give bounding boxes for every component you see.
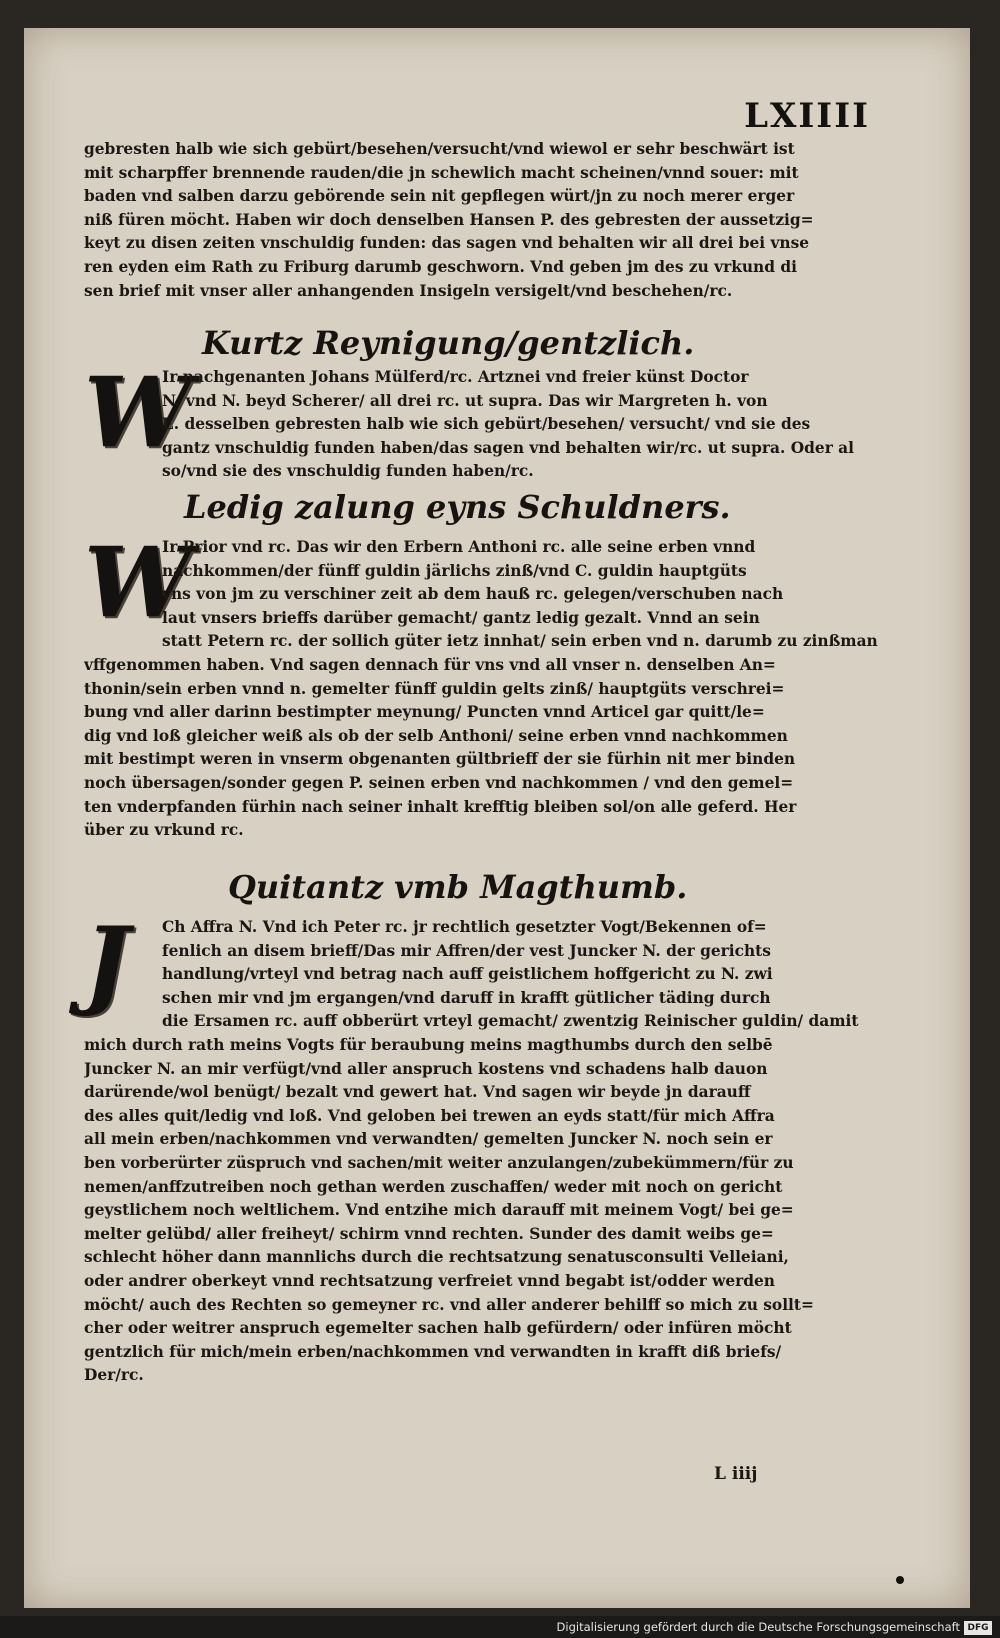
text-line: handlung/vrteyl vnd betrag nach auff geistlichem hoffgericht zu N. zwi — [162, 965, 773, 984]
text-line: Der/rc. — [84, 1366, 144, 1385]
text-line: fenlich an disem brieff/Das mir Affren/der vest Juncker N. der gerichts — [162, 941, 771, 960]
initial-letter: W — [84, 526, 192, 639]
text-line: ten vnderpfanden fürhin nach seiner inhalt krefftig bleiben sol/on alle geferd. Her — [84, 797, 797, 816]
paragraph-continuation — [84, 138, 904, 303]
initial-letter: W — [84, 356, 192, 469]
text-line: Ir Prior vnd rc. Das wir den Erbern Anthoni rc. alle seine erben vnnd — [162, 538, 756, 556]
text-line: N. vnd N. beyd Scherer/ all drei rc. ut supra. Das wir Margreten h. von — [162, 391, 768, 410]
heading-quitantz: Quitantz vmb Magthumb. — [228, 868, 688, 906]
text-line: vns von jm zu verschiner zeit ab dem hauß rc. gelegen/verschuben nach — [162, 585, 784, 604]
heading-kurtz-reynigung: Kurtz Reynigung/gentzlich. — [202, 324, 695, 362]
paragraph-ledig-zalung — [84, 526, 904, 843]
text-line: nemen/anffzutreiben noch gethan werden zuschaffen/ weder mit noch on gericht — [84, 1177, 783, 1196]
text-line: Ch Affra N. Vnd ich Peter rc. jr rechtlich gesetzter Vogt/Bekennen of= — [162, 918, 767, 936]
text-line: geystlichem noch weltlichem. Vnd entzihe mich darauff mit meinem Vogt/ bei ge= — [84, 1201, 794, 1220]
heading-ledig-zalung: Ledig zalung eyns Schuldners. — [184, 488, 731, 526]
text-line: gantz vnschuldig funden haben/das sagen vnd behalten wir/rc. ut supra. Oder al — [162, 438, 854, 457]
text-line: sen brief mit vnser aller anhangenden Insigeln versigelt/vnd beschehen/rc. — [84, 281, 733, 300]
text-line: vffgenommen haben. Vnd sagen dennach für vns vnd all vnser n. denselben An= — [84, 655, 776, 674]
text-line: die Ersamen rc. auff obberürt vrteyl gemacht/ zwentzig Reinischer guldin/ damit — [162, 1012, 859, 1031]
text-line: bung vnd aller darinn bestimpter meynung/ Puncten vnnd Articel gar quitt/le= — [84, 703, 765, 722]
text-line: dig vnd loß gleicher weiß als ob der selb Anthoni/ seine erben vnnd nachkommen — [84, 726, 788, 745]
signature-mark: L iiij — [714, 1464, 758, 1484]
text-line: ren eyden eim Rath zu Friburg darumb geschworn. Vnd geben jm des zu vrkund di — [84, 257, 797, 276]
text-line: all mein erben/nachkommen vnd verwandten/ gemelten Juncker N. noch sein er — [84, 1130, 773, 1149]
text-line: schen mir vnd jm ergangen/vnd daruff in krafft gütlicher täding durch — [162, 988, 771, 1007]
initial-letter: J — [84, 906, 130, 1019]
text-line: Ir nachgenanten Johans Mülferd/rc. Artznei vnd freier künst Doctor — [162, 368, 749, 386]
text-line: gentzlich für mich/mein erben/nachkommen vnd verwandten in krafft diß briefs/ — [84, 1342, 782, 1361]
text-line: des alles quit/ledig vnd loß. Vnd geloben bei trewen an eyds statt/für mich Affra — [84, 1106, 775, 1125]
text-line: noch übersagen/sonder gegen P. seinen erben vnd nachkommen / vnd den gemel= — [84, 773, 794, 792]
document-page — [24, 28, 970, 1608]
text-line: baden vnd salben darzu gebörende sein nit gepflegen würt/jn zu noch merer erger — [84, 187, 795, 206]
text-line: ben vorberürter züspruch vnd sachen/mit weiter anzulangen/zubekümmern/für zu — [84, 1153, 794, 1172]
text-line: statt Petern rc. der sollich güter ietz innhat/ sein erben vnd n. darumb zu zinßman — [162, 632, 878, 651]
text-line: thonin/sein erben vnnd n. gemelter fünff guldin gelts zinß/ hauptgüts verschrei= — [84, 679, 785, 698]
text-line: nachkommen/der fünff guldin järlichs zinß/vnd C. guldin hauptgüts — [162, 561, 747, 580]
text-line: Juncker N. an mir verfügt/vnd aller anspruch kostens vnd schadens halb dauon — [84, 1059, 768, 1078]
footer-bar — [0, 1616, 1000, 1638]
text-line: laut vnsers brieffs darüber gemacht/ gantz ledig gezalt. Vnnd an sein — [162, 608, 760, 627]
text-line: oder andrer oberkeyt vnnd rechtsatzung verfreiet vnnd begabt ist/odder werden — [84, 1271, 775, 1290]
text-line: mit bestimpt weren in vnserm obgenanten gültbrieff der sie fürhin nit mer binden — [84, 750, 796, 769]
paragraph-kurtz-reynigung — [84, 356, 904, 484]
text-line: so/vnd sie des vnschuldig funden haben/rc. — [162, 462, 534, 481]
text-line: cher oder weitrer anspruch egemelter sachen halb gefürdern/ oder infüren möcht — [84, 1319, 792, 1338]
text-line: schlecht höher dann mannlichs durch die rechtsatzung senatusconsulti Velleiani, — [84, 1248, 789, 1267]
text-line: möcht/ auch des Rechten so gemeyner rc. vnd aller anderer behilff so mich zu sollt= — [84, 1295, 814, 1314]
text-line: über zu vrkund rc. — [84, 821, 244, 840]
text-line: E. desselben gebresten halb wie sich gebürt/besehen/ versucht/ vnd sie des — [162, 415, 811, 434]
folio-number: LXIIII — [744, 96, 870, 136]
text-line: mich durch rath meins Vogts für beraubung meins magthumbs durch den selbē — [84, 1035, 773, 1054]
text-line: mit scharpffer brennende rauden/die jn schewlich macht scheinen/vnnd souer: mit — [84, 163, 799, 182]
text-line: niß füren möcht. Haben wir doch denselben Hansen P. des gebresten der aussetzig= — [84, 210, 814, 229]
text-line: gebresten halb wie sich gebürt/besehen/versucht/vnd wiewol er sehr beschwärt ist — [84, 140, 795, 158]
text-line: darürende/wol benügt/ bezalt vnd gewert hat. Vnd sagen wir beyde jn darauff — [84, 1083, 751, 1102]
text-line: melter gelübd/ aller freiheyt/ schirm vnnd rechten. Sunder des damit weibs ge= — [84, 1224, 774, 1243]
text-line: keyt zu disen zeiten vnschuldig funden: das sagen vnd behalten wir all drei bei vnse — [84, 234, 810, 253]
paragraph-quitantz — [84, 906, 904, 1388]
footer-credit: Digitalisierung gefördert durch die Deutsche Forschungsgemeinschaft — [556, 1620, 960, 1634]
ink-dot — [896, 1576, 904, 1584]
dfg-logo-icon: DFG — [964, 1621, 992, 1635]
